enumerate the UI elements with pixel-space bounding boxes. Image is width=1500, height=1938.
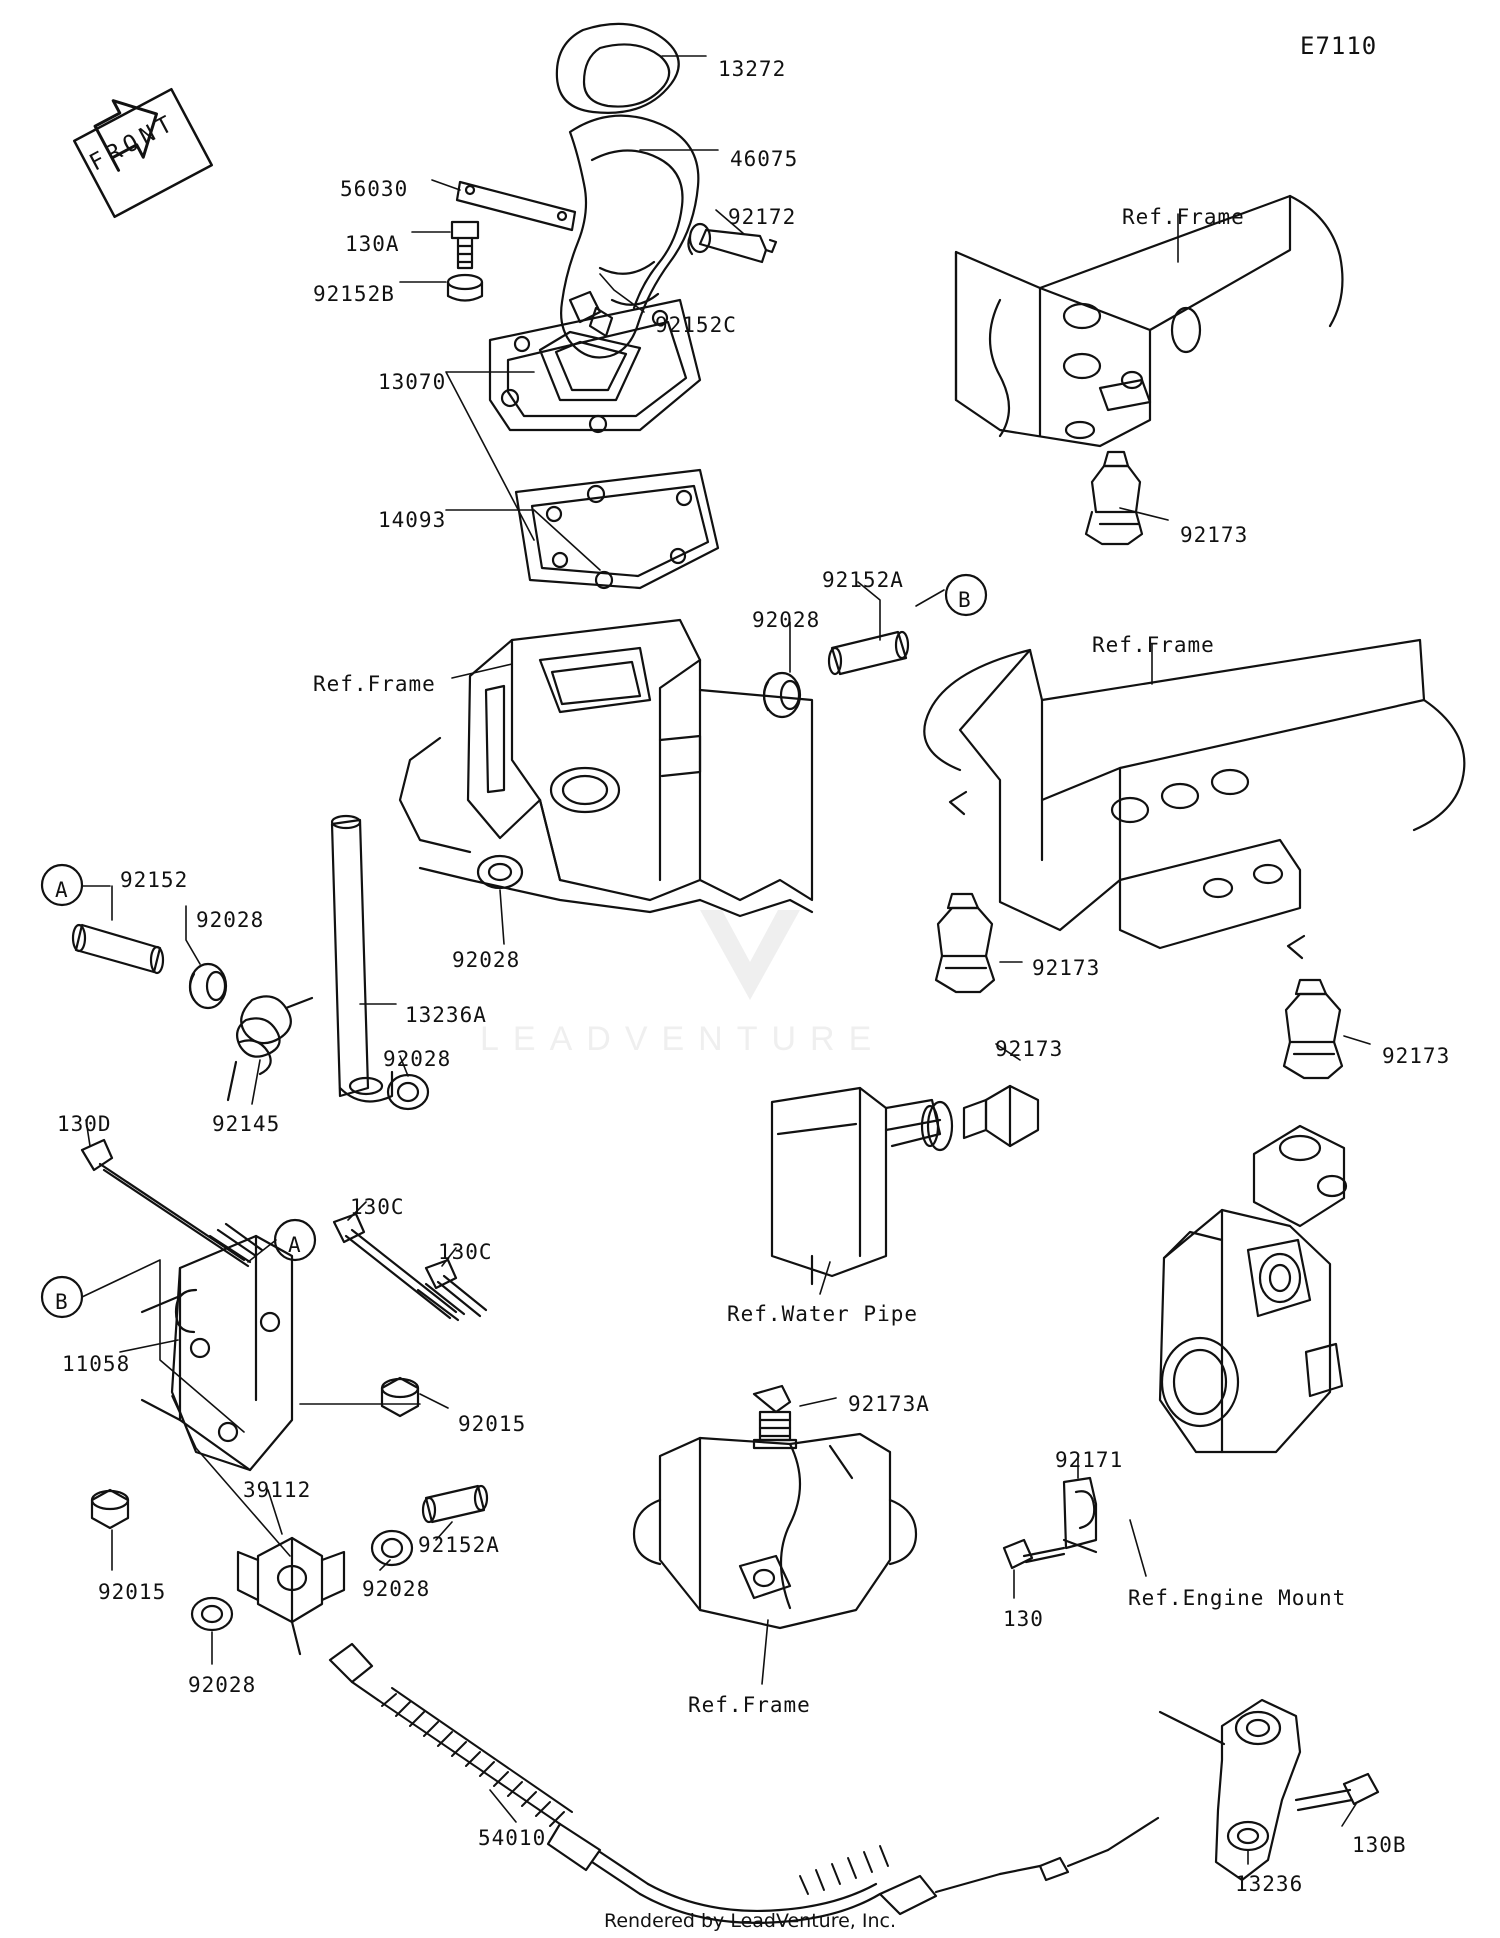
part-92173-mid: [936, 894, 994, 992]
callout-label: 13236: [1235, 1872, 1304, 1896]
callout-label: 92173: [1032, 956, 1101, 980]
part-ref-frame-mid-right: [924, 640, 1464, 958]
part-92152A-right: [829, 632, 908, 674]
part-92028-mid-low: [372, 1531, 412, 1565]
part-92173-far-right: [1284, 980, 1342, 1078]
watermark-text: LEADVENTURE: [480, 1020, 886, 1058]
part-13272: [557, 24, 679, 113]
part-14093: [516, 470, 718, 588]
diagram-id: E7110: [1300, 32, 1378, 60]
part-130A: [452, 222, 478, 268]
callout-label: 13272: [718, 57, 787, 81]
callout-label: 54010: [478, 1826, 547, 1850]
part-130D: [82, 1140, 262, 1266]
callout-label: 92172: [728, 205, 797, 229]
callout-label: 92028: [452, 948, 521, 972]
callout-label: A: [55, 878, 69, 902]
callout-label: 92028: [752, 608, 821, 632]
part-92173-waterpipe: [964, 1086, 1038, 1146]
callout-label: 130A: [345, 232, 400, 256]
callout-label: 92173: [1180, 523, 1249, 547]
footer-credit: Rendered by LeadVenture, Inc.: [603, 1910, 897, 1932]
watermark-logo: [690, 900, 810, 1010]
callout-label: 56030: [340, 177, 409, 201]
callout-label: 130: [1003, 1607, 1044, 1631]
part-92173A: [754, 1386, 796, 1448]
front-marker-label: FRONT: [85, 109, 181, 177]
part-ref-frame-bottom: [634, 1434, 916, 1628]
callout-label: Ref.Frame: [1122, 205, 1245, 229]
callout-label: 92152: [120, 868, 189, 892]
part-ref-engine-mount: [1160, 1126, 1346, 1452]
callout-label: Ref.Engine Mount: [1128, 1586, 1347, 1610]
part-92173-upper: [1086, 452, 1142, 544]
part-92171: [1064, 1478, 1096, 1552]
callout-label: 92171: [1055, 1448, 1124, 1472]
part-39112: [238, 1538, 344, 1654]
callout-label: 92152C: [655, 313, 737, 337]
part-92152C: [688, 224, 710, 254]
part-11058-bracket: [142, 1236, 292, 1470]
part-92172: [700, 230, 776, 262]
callout-label: Ref.Frame: [313, 672, 436, 696]
callout-label: B: [958, 588, 972, 612]
callout-label: A: [288, 1233, 302, 1257]
callout-label: 13070: [378, 370, 447, 394]
callout-label: B: [55, 1290, 69, 1314]
callout-label: 92173: [995, 1037, 1064, 1061]
part-92028-rod: [388, 1075, 428, 1109]
part-92152B: [448, 275, 482, 301]
part-92028-left: [190, 964, 226, 1008]
callout-label: Ref.Water Pipe: [727, 1302, 919, 1326]
part-ref-frame-upper-right: [956, 196, 1342, 446]
callout-label: 130C: [350, 1195, 405, 1219]
callout-label: 14093: [378, 508, 447, 532]
callout-label: 92152B: [313, 282, 395, 306]
part-92145-spring: [228, 996, 312, 1100]
callout-label: 130C: [438, 1240, 493, 1264]
callout-label: 130B: [1352, 1833, 1407, 1857]
callout-label: 46075: [730, 147, 799, 171]
callout-label: 92028: [196, 908, 265, 932]
callout-label: 92173: [1382, 1044, 1451, 1068]
part-13236-lever: [1160, 1700, 1300, 1880]
callout-label: Ref.Frame: [1092, 633, 1215, 657]
callout-label: 92015: [98, 1580, 167, 1604]
part-92028-center: [478, 856, 522, 888]
part-130-bolt: [1004, 1540, 1064, 1568]
part-130C-1: [334, 1214, 464, 1320]
part-92015-left: [92, 1490, 128, 1528]
callout-label: 13236A: [405, 1003, 487, 1027]
callout-label: 92152A: [822, 568, 904, 592]
callout-label: 39112: [243, 1478, 312, 1502]
callout-label: 130D: [57, 1112, 112, 1136]
part-ref-frame-center: [400, 620, 812, 916]
part-92028-bottom: [192, 1598, 232, 1630]
callout-label: 11058: [62, 1352, 131, 1376]
part-130B: [1296, 1774, 1378, 1810]
part-92152-left: [73, 925, 163, 973]
part-92152A-low: [423, 1486, 487, 1522]
callout-label: 92028: [383, 1047, 452, 1071]
callout-label: 92028: [362, 1577, 431, 1601]
callout-label: 92173A: [848, 1392, 930, 1416]
callout-label: 92145: [212, 1112, 281, 1136]
callout-label: Ref.Frame: [688, 1693, 811, 1717]
part-92015-right: [382, 1378, 418, 1416]
part-ref-water-pipe: [772, 1088, 952, 1284]
part-54010-cable: [330, 1644, 1158, 1923]
callout-label: 92152A: [418, 1533, 500, 1557]
callout-label: 92028: [188, 1673, 257, 1697]
part-92028-right: [764, 673, 800, 717]
callout-label: 92015: [458, 1412, 527, 1436]
